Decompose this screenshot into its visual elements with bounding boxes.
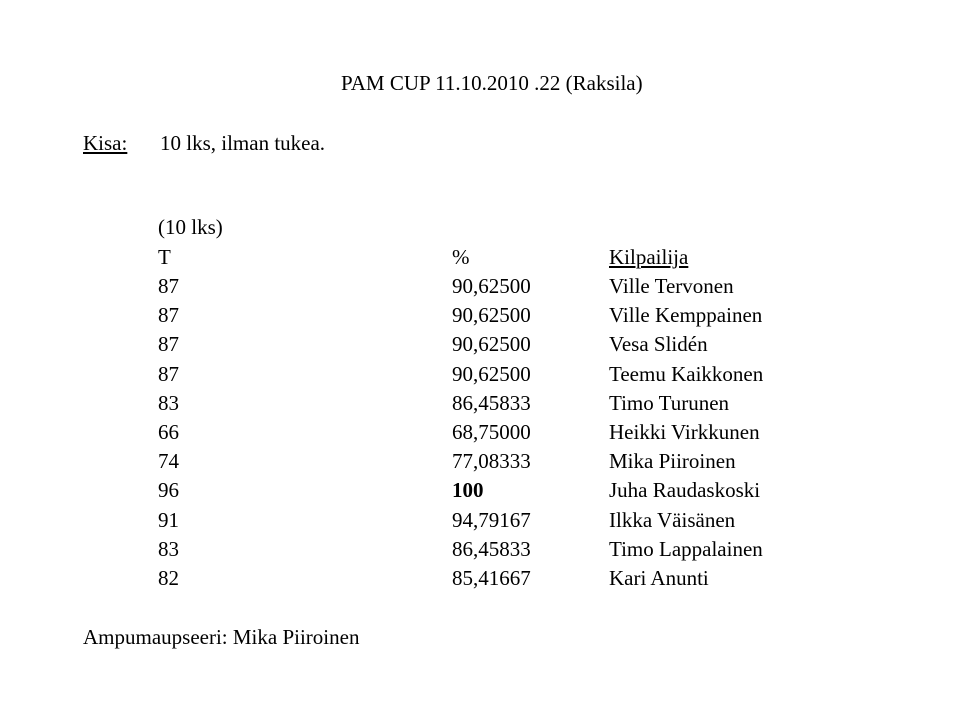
class-note: (10 lks) — [158, 215, 223, 239]
range-officer-line: Ampumaupseeri: Mika Piiroinen — [83, 625, 360, 649]
percent-cell: 90,62500 — [452, 332, 531, 357]
table-row — [0, 361, 970, 393]
column-header-competitor: Kilpailija — [609, 245, 689, 269]
table-row — [0, 480, 970, 509]
document-title: PAM CUP 11.10.2010 .22 (Raksila) — [341, 71, 643, 95]
score-cell: 83 — [158, 536, 179, 561]
competition-label: Kisa: — [83, 131, 128, 155]
percent-cell: 100 — [452, 478, 484, 503]
competitor-cell: Ilkka Väisänen — [609, 507, 736, 532]
competitor-cell: Timo Lappalainen — [609, 536, 763, 561]
table-row — [0, 536, 970, 568]
competitor-cell: Kari Anunti — [609, 565, 709, 590]
column-header-percent: % — [452, 245, 470, 269]
score-cell: 87 — [158, 274, 179, 298]
percent-cell: 90,62500 — [452, 303, 531, 328]
percent-cell: 85,41667 — [452, 565, 531, 590]
percent-cell: 90,62500 — [452, 274, 531, 298]
competitor-cell: Teemu Kaikkonen — [609, 361, 764, 386]
competitor-cell: Heikki Virkkunen — [609, 419, 760, 444]
table-row — [0, 276, 970, 305]
score-cell: 83 — [158, 390, 179, 415]
score-cell: 96 — [158, 478, 179, 503]
table-row — [0, 507, 970, 539]
percent-cell: 94,79167 — [452, 507, 531, 532]
table-row — [0, 305, 970, 334]
column-header-score: T — [158, 245, 171, 269]
score-cell: 66 — [158, 419, 179, 444]
results-table — [0, 276, 970, 597]
percent-cell: 90,62500 — [452, 361, 531, 386]
table-row — [0, 565, 970, 597]
score-cell: 74 — [158, 449, 179, 474]
score-cell: 82 — [158, 565, 179, 590]
competitor-cell: Timo Turunen — [609, 390, 730, 415]
competitor-cell: Mika Piiroinen — [609, 449, 736, 474]
score-cell: 91 — [158, 507, 179, 532]
competitor-cell: Juha Raudaskoski — [609, 478, 761, 503]
competitor-cell: Vesa Slidén — [609, 332, 708, 357]
table-row — [0, 334, 970, 363]
percent-cell: 86,45833 — [452, 390, 531, 415]
score-cell: 87 — [158, 332, 179, 357]
score-cell: 87 — [158, 361, 179, 386]
table-row — [0, 390, 970, 422]
table-row — [0, 419, 970, 451]
percent-cell: 77,08333 — [452, 449, 531, 474]
score-cell: 87 — [158, 303, 179, 328]
competitor-cell: Ville Kemppainen — [609, 303, 763, 328]
percent-cell: 86,45833 — [452, 536, 531, 561]
competitor-cell: Ville Tervonen — [609, 274, 734, 298]
percent-cell: 68,75000 — [452, 419, 531, 444]
table-row — [0, 451, 970, 480]
competition-description: 10 lks, ilman tukea. — [160, 131, 326, 155]
